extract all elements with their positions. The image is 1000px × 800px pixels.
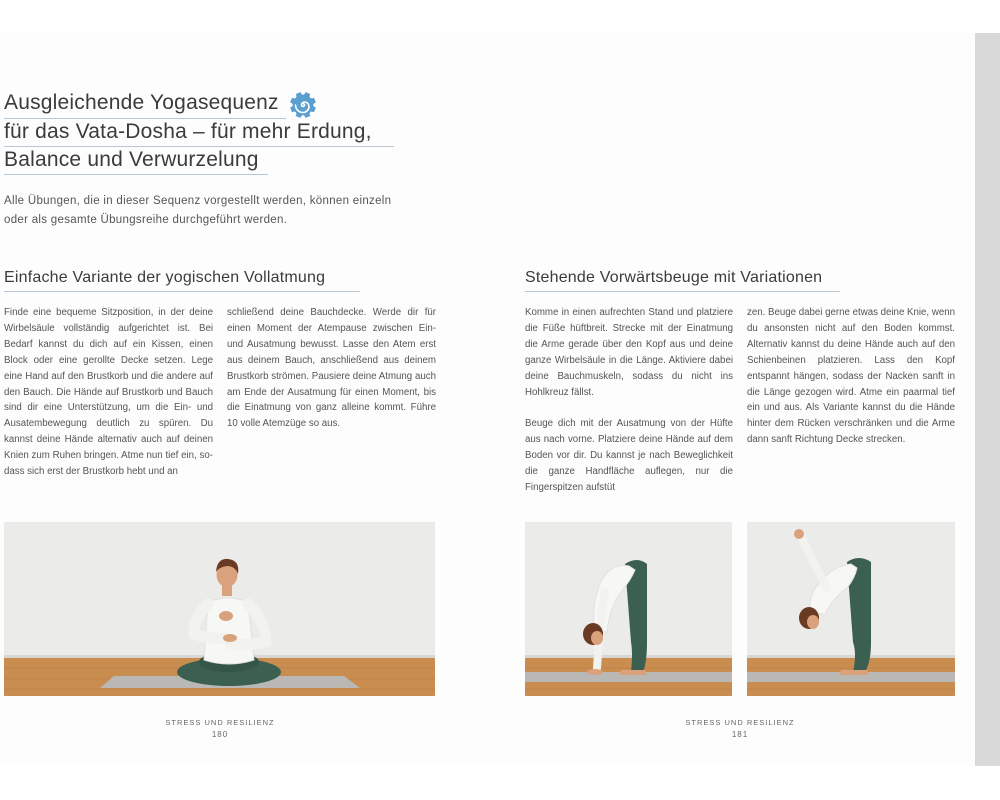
paragraph: schließend deine Bauchdecke. Werde dir für einen Moment der Atempause zwischen Ein- und Ausatmung bewusst. Lasse den Atem erst aus deinem Bauch, anschließend aus deinem Brustkorb strömen. Pausiere deine Atmung auch am Ende der Ausatmung für einen Moment, bis die Einatmung von ganz alleine kommt. Führe 10 volle Atemzüge so aus.	[227, 307, 436, 430]
page-title-line-3: Balance und Verwurzelung	[4, 148, 259, 171]
section-underline	[4, 291, 360, 292]
footer-label: STRESS UND RESILIENZ	[685, 718, 795, 727]
page-title-line-1: Ausgleichende Yogasequenz	[4, 91, 279, 114]
page-title-line-2: für das Vata-Dosha – für mehr Erdung,	[4, 120, 372, 143]
photo-fold-variation	[747, 522, 955, 696]
text-column-left-1	[4, 305, 213, 480]
title-underline	[4, 118, 286, 119]
title-underline	[4, 174, 268, 175]
photo-forward-fold	[525, 522, 732, 696]
page-number: 180	[211, 730, 229, 739]
intro-text: Alle Übungen, die in dieser Sequenz vorgestellt werden, können einzeln oder als gesamte Übungsreihe durchgeführt werden.	[4, 195, 392, 226]
footer-right	[640, 718, 840, 739]
section-underline	[525, 291, 840, 292]
text-column-right-2	[747, 305, 955, 448]
photo-seated-breathing	[4, 522, 435, 696]
text-column-right-1	[525, 305, 733, 496]
paragraph: Finde eine bequeme Sitzposition, in der deine Wirbelsäule vollständig aufgerichtet ist. Bei Bedarf kannst du dich auf ein Kissen, einen Block oder eine gerollte Decke setzen. Lege eine Hand auf den Brustkorb und die andere auf den Bauch. Die Hände auf Brustkorb und Bauch sind dir eine Unterstützung, um die Ein- und Ausatembewegung deutlich zu spüren. Du kannst deine Hände alternativ auch auf deinen Knien zum Ruhen bringen. Atme nun tief ein, sodass sich erst der Brustkorb hebt und an	[4, 307, 213, 478]
page-number: 181	[731, 730, 749, 739]
paragraph: Komme in einen aufrechten Stand und platziere die Füße hüftbreit. Strecke mit der Einatmung die Arme gerade über den Kopf aus und deine ganze Wirbelsäule in die Länge. Aktiviere dabei deine Bauchmuskeln, sodass du nicht ins Hohlkreuz fällst.	[525, 307, 733, 398]
text-column-left-2	[227, 305, 436, 432]
footer-left	[120, 718, 320, 739]
section-title-left: Einfache Variante der yogischen Vollatmung	[4, 269, 326, 286]
title-underline	[4, 146, 394, 147]
scrollbar[interactable]	[975, 33, 1000, 766]
spiral-icon	[288, 90, 318, 120]
paragraph: Beuge dich mit der Ausatmung von der Hüfte aus nach vorne. Platziere deine Hände auf dem Boden vor dir. Du kannst je nach Beweglichkeit die ganze Handfläche auflegen, nur die Fingerspitzen aufstüt	[525, 418, 733, 493]
footer-label: STRESS UND RESILIENZ	[165, 718, 275, 727]
section-title-right: Stehende Vorwärtsbeuge mit Variationen	[525, 269, 823, 286]
paragraph: zen. Beuge dabei gerne etwas deine Knie, wenn du ansonsten nicht auf den Boden kommst. Alternativ kannst du deine Hände auch auf den Schienbeinen platzieren. Lass den Kopf entspannt hängen, sodass der Nacken sanft in die Länge gezogen wird. Atme ein paarmal tief ein und aus. Als Variante kannst du die Hände hinter dem Rücken verschränken und die Arme dann sanft Richtung Decke strecken.	[747, 307, 955, 446]
